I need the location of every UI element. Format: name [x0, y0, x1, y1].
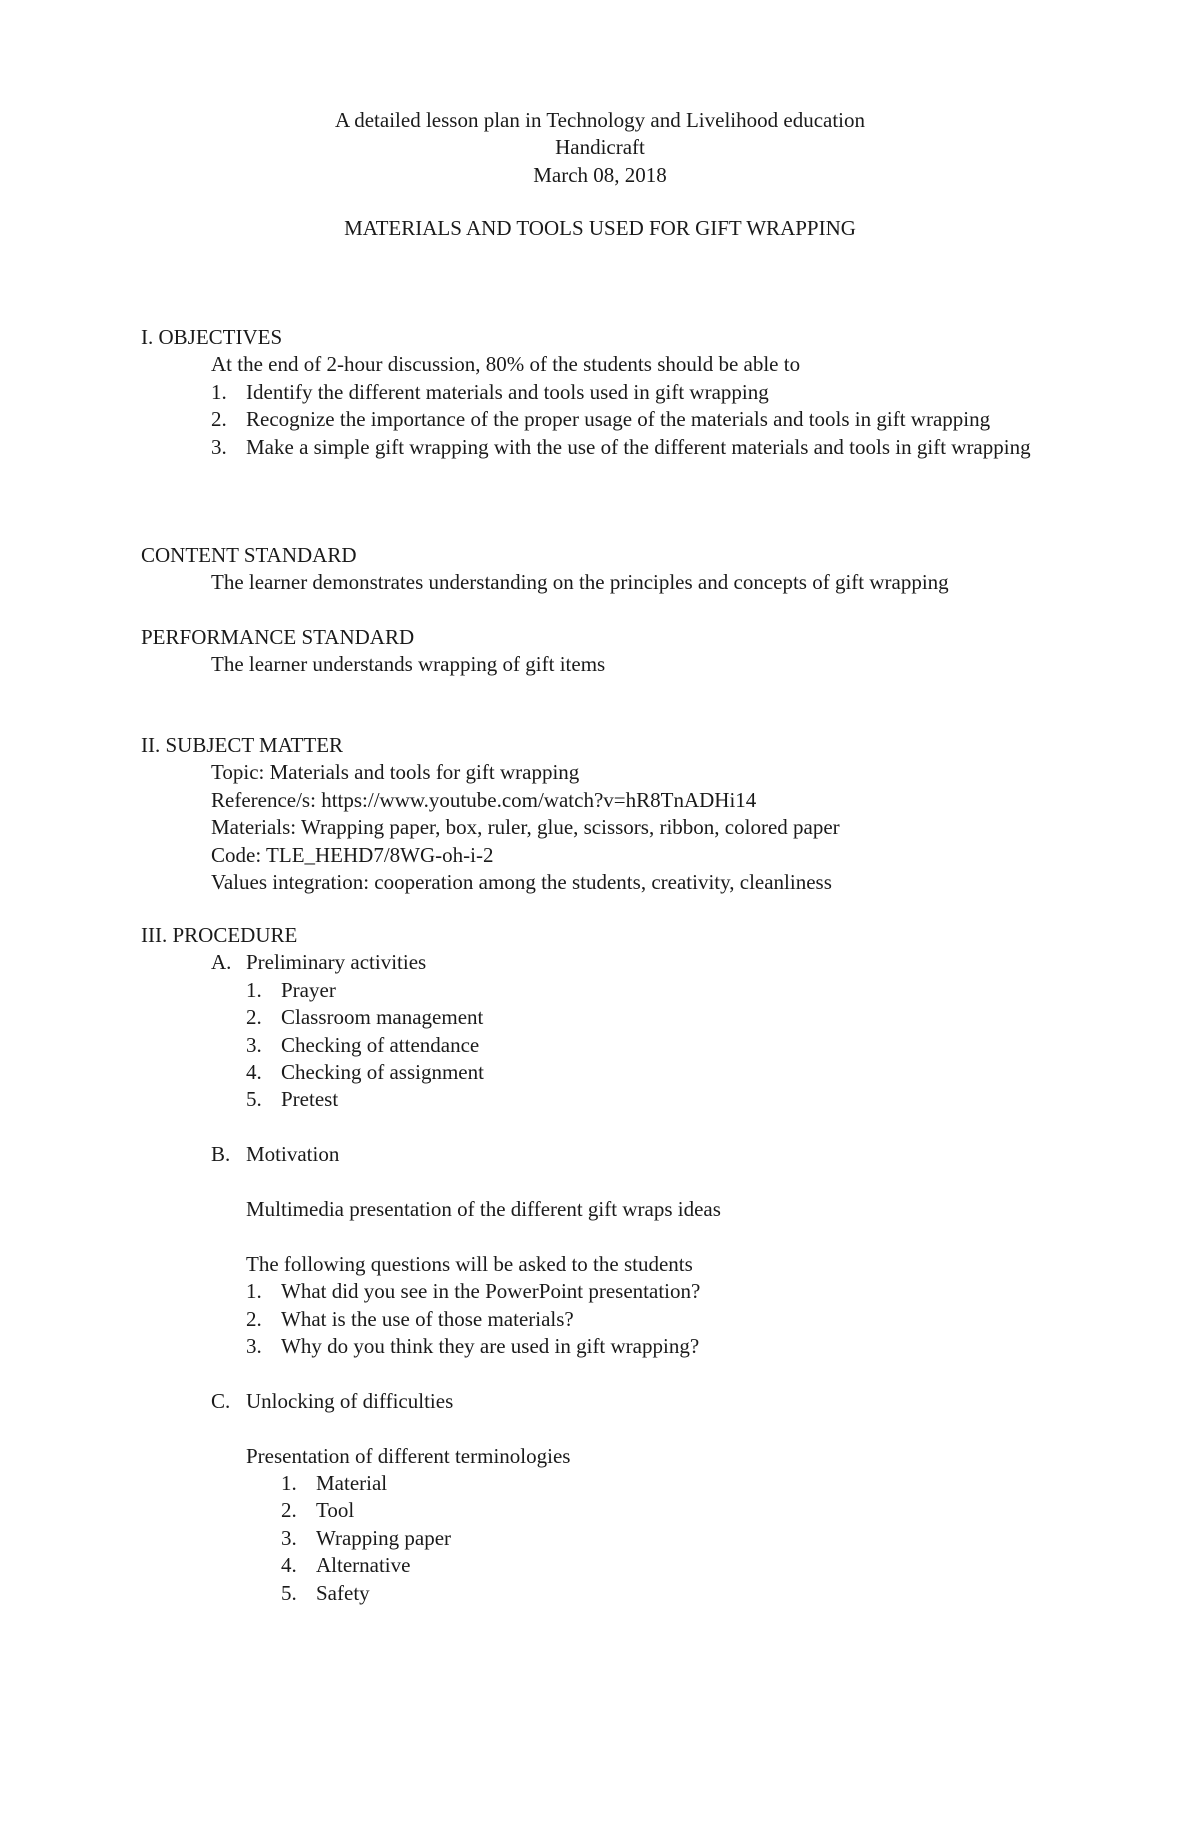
list-item: 4. Checking of assignment: [246, 1060, 484, 1085]
list-item: 2. Recognize the importance of the proper usage of the materials and tools in gift wrapping: [211, 407, 991, 432]
procedure-section: [141, 922, 721, 1607]
list-item: 1. What did you see in the PowerPoint presentation?: [246, 1279, 701, 1304]
document-header: [0, 107, 1200, 189]
list-item: 1. Prayer: [246, 977, 336, 1002]
content-standard-section: [141, 542, 949, 597]
header-line-1: A detailed lesson plan in Technology and Livelihood education: [334, 108, 866, 132]
list-item: 1. Material: [281, 1471, 388, 1496]
list-item: 2. Tool: [281, 1498, 355, 1523]
list-item: 1. Identify the different materials and tools used in gift wrapping: [211, 379, 769, 404]
objectives-intro: At the end of 2-hour discussion, 80% of the students should be able to: [211, 352, 801, 377]
header-line-2: Handicraft: [555, 135, 645, 160]
subject-materials: Materials: Wrapping paper, box, ruler, glue, scissors, ribbon, colored paper: [211, 815, 840, 840]
objectives-list: [141, 379, 1071, 461]
objectives-heading: I. OBJECTIVES: [141, 325, 283, 349]
content-standard-text: The learner demonstrates understanding on the principles and concepts of gift wrapping: [211, 570, 949, 595]
terminologies-list: [141, 1470, 721, 1607]
content-standard-heading: CONTENT STANDARD: [141, 543, 357, 567]
subject-reference: Reference/s: https://www.youtube.com/watch?v=hR8TnADHi14: [211, 787, 757, 812]
preliminary-activities-list: [141, 977, 721, 1114]
subject-matter-heading: II. SUBJECT MATTER: [141, 733, 344, 757]
list-item: 3. Make a simple gift wrapping with the use of the different materials and tools in gift wrapping: [211, 434, 1031, 459]
list-item: 4. Alternative: [281, 1553, 411, 1578]
list-item: 3. Wrapping paper: [281, 1525, 452, 1550]
performance-standard-text: The learner understands wrapping of gift items: [211, 652, 606, 677]
list-item: 2. Classroom management: [246, 1005, 484, 1030]
list-item: 3. Checking of attendance: [246, 1032, 480, 1057]
document-title: MATERIALS AND TOOLS USED FOR GIFT WRAPPING: [344, 216, 856, 240]
procedure-part-b-title: B. Motivation: [211, 1142, 340, 1167]
subject-values: Values integration: cooperation among the students, creativity, cleanliness: [211, 870, 832, 895]
list-item: 5. Pretest: [246, 1087, 339, 1112]
procedure-part-a: [141, 949, 721, 976]
objectives-section: [141, 324, 1071, 461]
list-item: 5. Safety: [281, 1580, 370, 1605]
subject-topic: Topic: Materials and tools for gift wrapping: [211, 760, 580, 785]
procedure-heading: III. PROCEDURE: [141, 923, 298, 947]
header-date: March 08, 2018: [533, 162, 667, 187]
subject-matter-section: [141, 732, 840, 896]
list-item: 2. What is the use of those materials?: [246, 1306, 574, 1331]
procedure-part-c: [141, 1388, 721, 1415]
performance-standard-section: [141, 624, 605, 679]
procedure-part-b: [141, 1141, 721, 1168]
performance-standard-heading: PERFORMANCE STANDARD: [141, 625, 415, 649]
motivation-paragraph-1: Multimedia presentation of the different gift wraps ideas: [246, 1197, 721, 1222]
subject-code: Code: TLE_HEHD7/8WG-oh-i-2: [211, 842, 494, 867]
unlocking-paragraph: Presentation of different terminologies: [246, 1443, 571, 1468]
motivation-questions-list: [141, 1278, 721, 1360]
motivation-paragraph-2: The following questions will be asked to the students: [246, 1251, 693, 1276]
list-item: 3. Why do you think they are used in gift wrapping?: [246, 1334, 700, 1359]
procedure-part-c-title: C. Unlocking of difficulties: [211, 1388, 454, 1413]
procedure-part-a-title: A. Preliminary activities: [211, 950, 427, 975]
